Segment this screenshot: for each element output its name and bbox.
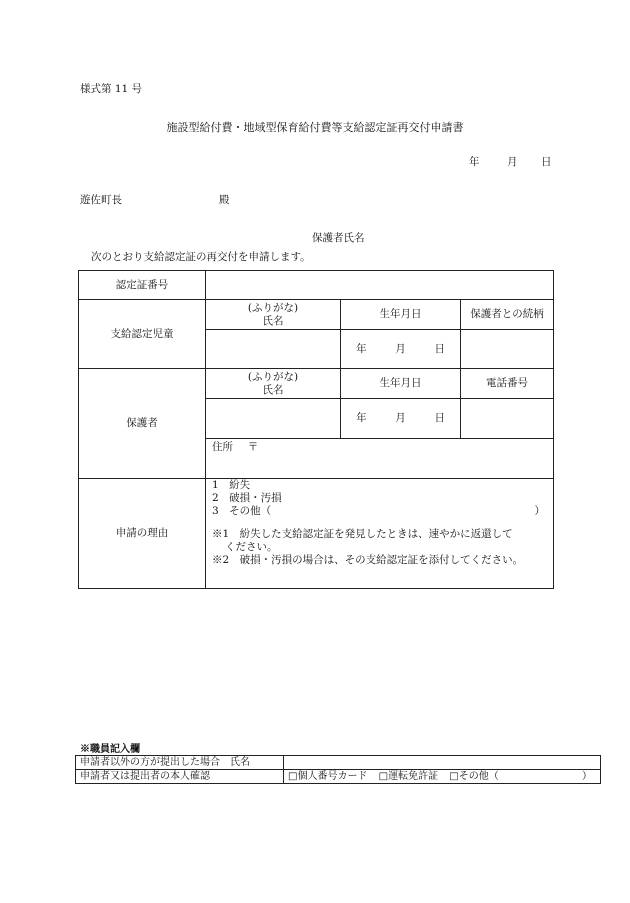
child-birthdate-field[interactable] [341, 330, 461, 369]
staff-table [75, 755, 601, 784]
guardian-birthdate-field[interactable] [341, 399, 461, 439]
note-1-line-1: ※1 紛失した支給認定証を発見したときは、速やかに返還して [212, 528, 513, 540]
child-header-row [79, 300, 554, 330]
reason-field [206, 479, 554, 589]
staff-row-submitter [76, 756, 601, 770]
reason-row [79, 479, 554, 589]
guardian-name-field[interactable] [206, 399, 341, 439]
child-day-label: 日 [434, 342, 445, 355]
postal-mark: 〒 [247, 441, 259, 453]
id-option-close: ） [582, 771, 592, 782]
addressee: 遊佐町長 [80, 194, 122, 206]
reason-other-open: 3 その他（ [212, 505, 272, 517]
child-name-header [206, 300, 341, 330]
guardian-name-header [206, 369, 341, 399]
intro-text: 次のとおり支給認定証の再交付を申請します。 [91, 251, 311, 263]
child-furigana-label: (ふりがな) [247, 301, 299, 314]
honorific: 殿 [219, 194, 230, 206]
guardian-phone-label: 電話番号 [461, 369, 554, 399]
date-day-label: 日 [541, 156, 552, 168]
application-table [78, 270, 554, 589]
child-month-label: 月 [395, 342, 406, 355]
cert-number-field[interactable] [206, 271, 554, 300]
reason-option-other[interactable] [212, 505, 549, 518]
guardian-address-field[interactable] [206, 439, 554, 479]
child-birthdate-label: 生年月日 [341, 300, 461, 330]
child-year-label: 年 [356, 342, 367, 355]
reason-option-damaged[interactable]: 2 破損・汚損 [212, 492, 282, 504]
reason-spacer [212, 518, 549, 528]
reason-other-close: ） [534, 505, 545, 517]
submitter-label: 申請者以外の方が提出した場合 氏名 [76, 756, 284, 770]
guardian-name-label: 保護者氏名 [312, 232, 365, 244]
guardian-furigana-label: (ふりがな) [247, 370, 299, 383]
child-name-label: 氏名 [262, 314, 284, 327]
staff-row-id-check [76, 770, 601, 784]
id-option-other[interactable]: □その他（ [449, 771, 499, 782]
guardian-section-label: 保護者 [79, 369, 206, 479]
cert-number-label: 認定証番号 [79, 271, 206, 300]
date-month-label: 月 [507, 156, 518, 168]
child-section-label: 支給認定児童 [79, 300, 206, 369]
id-option-my-number-card[interactable]: □個人番号カード [288, 771, 368, 782]
guardian-name-col-label: 氏名 [262, 383, 284, 396]
address-label: 住所 [212, 441, 233, 453]
reason-option-lost[interactable]: 1 紛失 [212, 479, 251, 491]
form-number: 様式第 11 号 [80, 83, 143, 95]
id-option-drivers-license[interactable]: □運転免許証 [378, 771, 439, 782]
guardian-phone-field[interactable] [461, 399, 554, 439]
note-1-line-2: ください。 [225, 541, 278, 553]
guardian-month-label: 月 [395, 412, 406, 424]
staff-section-label: ※職員記入欄 [80, 744, 140, 755]
note-2: ※2 破損・汚損の場合は、その支給認定証を添付してください。 [212, 554, 524, 566]
submitter-name-field[interactable] [284, 756, 601, 770]
child-name-field[interactable] [206, 330, 341, 369]
id-check-label: 申請者又は提出者の本人確認 [76, 770, 284, 784]
cert-number-row [79, 271, 554, 300]
guardian-day-label: 日 [434, 412, 445, 424]
document-title: 施設型給付費・地域型保育給付費等支給認定証再交付申請書 [166, 121, 464, 134]
guardian-year-label: 年 [356, 412, 367, 424]
guardian-header-row [79, 369, 554, 399]
reason-label: 申請の理由 [79, 479, 206, 589]
child-relation-label: 保護者との続柄 [461, 300, 554, 330]
child-relation-field[interactable] [461, 330, 554, 369]
date-year-label: 年 [469, 156, 480, 168]
id-check-options [284, 770, 601, 784]
guardian-birthdate-label: 生年月日 [341, 369, 461, 399]
